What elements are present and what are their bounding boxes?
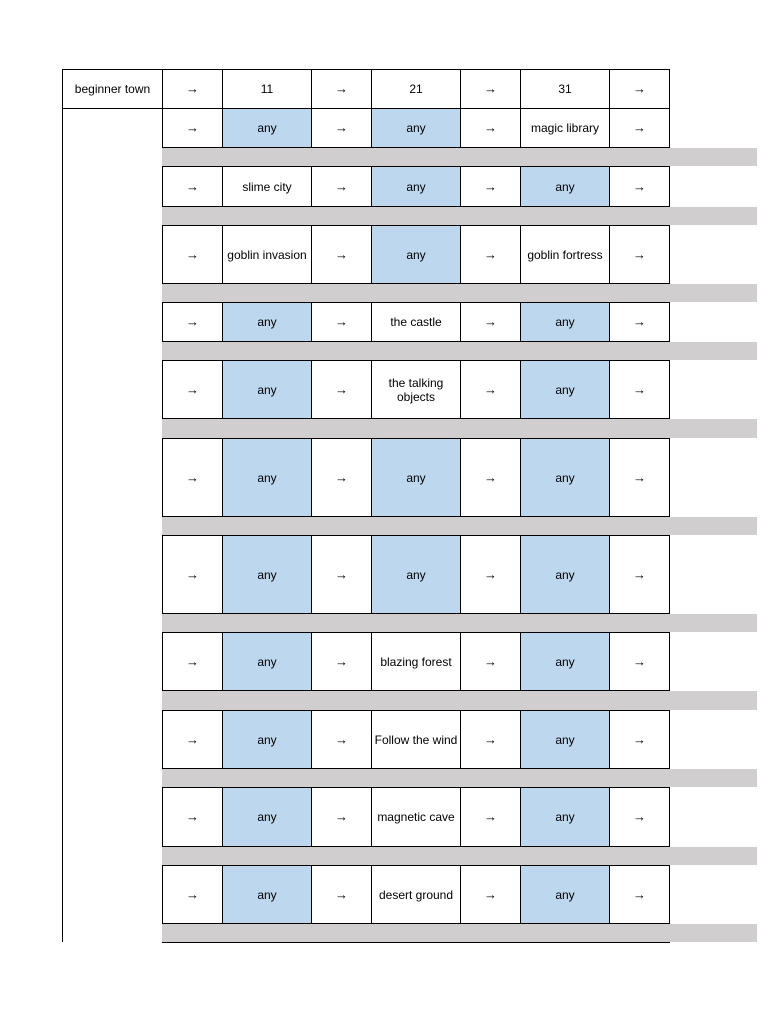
any-stage-cell[interactable]: any: [520, 166, 610, 207]
level-header-cell[interactable]: 21: [371, 69, 461, 109]
stage-name-cell[interactable]: goblin fortress: [520, 225, 610, 284]
route-arrow-cell[interactable]: →: [609, 710, 670, 769]
any-stage-cell[interactable]: any: [371, 108, 461, 148]
route-arrow-cell[interactable]: →: [162, 302, 223, 342]
route-arrow-cell[interactable]: →: [609, 632, 670, 691]
route-arrow-cell[interactable]: →: [311, 360, 372, 419]
route-arrow-cell[interactable]: →: [609, 166, 670, 207]
route-arrow-cell[interactable]: →: [460, 865, 521, 924]
route-arrow-cell[interactable]: →: [162, 865, 223, 924]
any-stage-cell[interactable]: any: [520, 438, 610, 517]
route-arrow-cell[interactable]: →: [162, 225, 223, 284]
header-arrow-cell[interactable]: →: [162, 69, 223, 109]
stage-name-cell[interactable]: magnetic cave: [371, 787, 461, 847]
any-stage-cell[interactable]: any: [371, 535, 461, 614]
row-separator-band: [162, 769, 757, 787]
any-stage-cell[interactable]: any: [520, 302, 610, 342]
route-arrow-cell[interactable]: →: [460, 535, 521, 614]
row-separator-band: [162, 419, 757, 438]
route-arrow-cell[interactable]: →: [460, 302, 521, 342]
start-location-cell[interactable]: beginner town: [62, 69, 163, 109]
route-arrow-cell[interactable]: →: [311, 632, 372, 691]
any-stage-cell[interactable]: any: [222, 302, 312, 342]
any-stage-cell[interactable]: any: [520, 865, 610, 924]
route-arrow-cell[interactable]: →: [609, 302, 670, 342]
any-stage-cell[interactable]: any: [222, 787, 312, 847]
any-stage-cell[interactable]: any: [520, 632, 610, 691]
route-arrow-cell[interactable]: →: [162, 535, 223, 614]
row-separator-band: [162, 207, 757, 225]
route-arrow-cell[interactable]: →: [311, 710, 372, 769]
route-arrow-cell[interactable]: →: [162, 787, 223, 847]
route-arrow-cell[interactable]: →: [311, 225, 372, 284]
any-stage-cell[interactable]: any: [222, 535, 312, 614]
route-arrow-cell[interactable]: →: [311, 787, 372, 847]
route-arrow-cell[interactable]: →: [609, 535, 670, 614]
route-arrow-cell[interactable]: →: [609, 438, 670, 517]
row-separator-band: [162, 517, 757, 535]
route-arrow-cell[interactable]: →: [311, 438, 372, 517]
level-header-cell[interactable]: 31: [520, 69, 610, 109]
header-arrow-cell[interactable]: →: [460, 69, 521, 109]
row-separator-band: [162, 148, 757, 166]
row-separator-band: [162, 614, 757, 632]
route-arrow-cell[interactable]: →: [609, 225, 670, 284]
any-stage-cell[interactable]: any: [520, 787, 610, 847]
route-arrow-cell[interactable]: →: [460, 166, 521, 207]
route-arrow-cell[interactable]: →: [162, 166, 223, 207]
row-separator-band: [162, 342, 757, 360]
left-border-line: [62, 108, 63, 942]
route-arrow-cell[interactable]: →: [460, 438, 521, 517]
any-stage-cell[interactable]: any: [222, 108, 312, 148]
any-stage-cell[interactable]: any: [222, 632, 312, 691]
route-arrow-cell[interactable]: →: [311, 865, 372, 924]
stage-name-cell[interactable]: Follow the wind: [371, 710, 461, 769]
route-arrow-cell[interactable]: →: [162, 438, 223, 517]
any-stage-cell[interactable]: any: [520, 535, 610, 614]
any-stage-cell[interactable]: any: [371, 166, 461, 207]
stage-name-cell[interactable]: blazing forest: [371, 632, 461, 691]
stage-name-cell[interactable]: magic library: [520, 108, 610, 148]
route-arrow-cell[interactable]: →: [162, 710, 223, 769]
row-separator-band: [162, 691, 757, 710]
route-arrow-cell[interactable]: →: [609, 787, 670, 847]
route-arrow-cell[interactable]: →: [460, 108, 521, 148]
header-arrow-cell[interactable]: →: [609, 69, 670, 109]
row-separator-band: [162, 924, 757, 942]
route-arrow-cell[interactable]: →: [460, 360, 521, 419]
route-arrow-cell[interactable]: →: [162, 360, 223, 419]
route-arrow-cell[interactable]: →: [460, 632, 521, 691]
any-stage-cell[interactable]: any: [222, 360, 312, 419]
any-stage-cell[interactable]: any: [520, 360, 610, 419]
route-arrow-cell[interactable]: →: [609, 360, 670, 419]
any-stage-cell[interactable]: any: [222, 710, 312, 769]
row-separator-band: [162, 284, 757, 302]
any-stage-cell[interactable]: any: [371, 225, 461, 284]
bottom-border-line: [162, 942, 670, 943]
stage-name-cell[interactable]: goblin invasion: [222, 225, 312, 284]
row-separator-band: [162, 847, 757, 865]
any-stage-cell[interactable]: any: [222, 438, 312, 517]
route-arrow-cell[interactable]: →: [609, 108, 670, 148]
route-arrow-cell[interactable]: →: [311, 166, 372, 207]
stage-name-cell[interactable]: desert ground: [371, 865, 461, 924]
stage-name-cell[interactable]: slime city: [222, 166, 312, 207]
route-arrow-cell[interactable]: →: [162, 632, 223, 691]
any-stage-cell[interactable]: any: [371, 438, 461, 517]
route-arrow-cell[interactable]: →: [609, 865, 670, 924]
any-stage-cell[interactable]: any: [520, 710, 610, 769]
level-header-cell[interactable]: 11: [222, 69, 312, 109]
stage-name-cell[interactable]: the talking objects: [371, 360, 461, 419]
stage-name-cell[interactable]: the castle: [371, 302, 461, 342]
any-stage-cell[interactable]: any: [222, 865, 312, 924]
route-arrow-cell[interactable]: →: [460, 787, 521, 847]
route-arrow-cell[interactable]: →: [162, 108, 223, 148]
route-arrow-cell[interactable]: →: [311, 535, 372, 614]
route-arrow-cell[interactable]: →: [311, 302, 372, 342]
route-arrow-cell[interactable]: →: [311, 108, 372, 148]
header-arrow-cell[interactable]: →: [311, 69, 372, 109]
route-arrow-cell[interactable]: →: [460, 710, 521, 769]
route-arrow-cell[interactable]: →: [460, 225, 521, 284]
